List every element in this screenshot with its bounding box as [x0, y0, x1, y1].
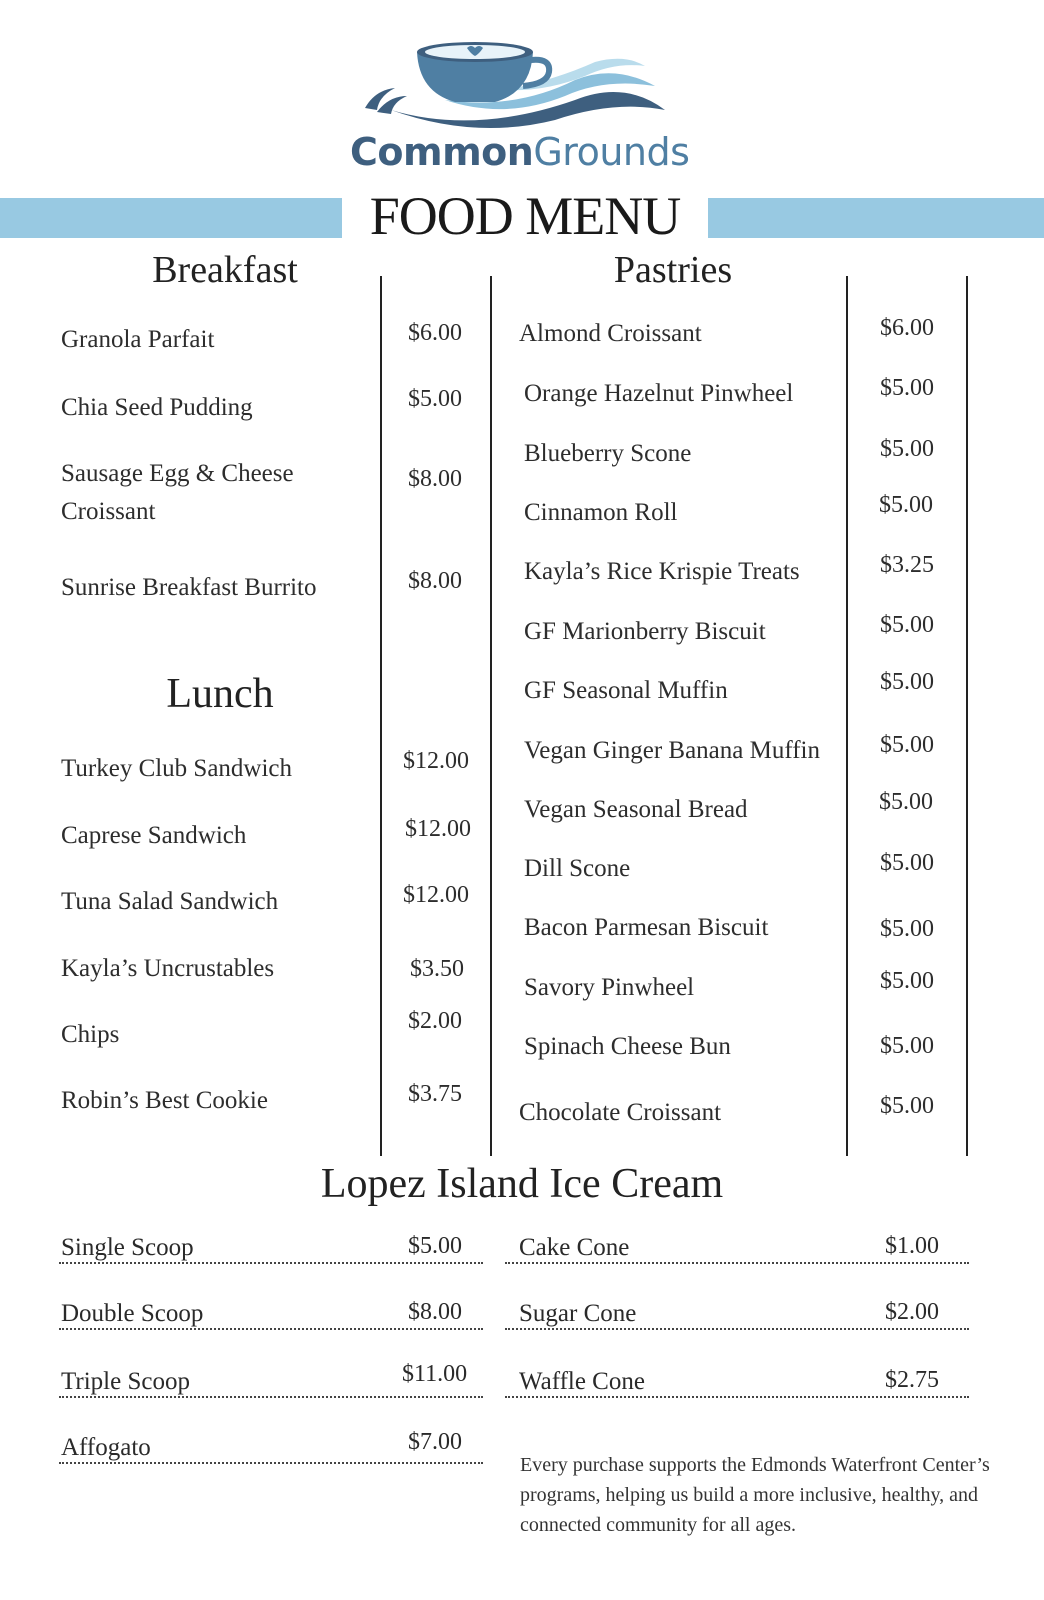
menu-item-price: $6.00 — [408, 320, 462, 346]
menu-item-name: Double Scoop — [61, 1300, 204, 1327]
menu-item-price: $12.00 — [405, 816, 471, 842]
menu-item-price: $5.00 — [880, 612, 934, 638]
ice-cream-row — [59, 1362, 483, 1398]
menu-item-name: Affogato — [61, 1434, 151, 1461]
column-divider — [490, 276, 492, 1156]
support-note: Every purchase supports the Edmonds Waterfront Center’s programs, helping us build a more inclusive, healthy, and connected community for all ages. — [520, 1454, 990, 1536]
menu-item-price: $5.00 — [880, 1093, 934, 1119]
menu-item-name: Bacon Parmesan Biscuit — [524, 914, 769, 941]
menu-item-price: $8.00 — [408, 1299, 462, 1325]
menu-item-name: Dill Scone — [524, 855, 631, 882]
menu-item-name: Robin’s Best Cookie — [61, 1087, 268, 1114]
menu-item-name: GF Seasonal Muffin — [524, 677, 728, 704]
ice-cream-row — [59, 1294, 483, 1330]
menu-item-name: Blueberry Scone — [524, 440, 692, 467]
menu-item-name: Granola Parfait — [61, 326, 215, 353]
menu-item-name: Tuna Salad Sandwich — [61, 888, 279, 915]
menu-item-price: $2.00 — [408, 1008, 462, 1034]
menu-item-name: Sunrise Breakfast Burrito — [61, 574, 317, 601]
ice-cream-row — [505, 1228, 969, 1264]
menu-item-price: $5.00 — [880, 1033, 934, 1059]
brand-part-2: Grounds — [533, 130, 690, 174]
menu-item-name: Triple Scoop — [61, 1368, 190, 1395]
menu-item-price: $1.00 — [885, 1233, 939, 1259]
lunch-heading: Lunch — [166, 671, 274, 717]
menu-item-name: Savory Pinwheel — [524, 974, 695, 1001]
ice-cream-row — [59, 1428, 483, 1464]
ice-cream-row — [505, 1362, 969, 1398]
ice-cream-heading: Lopez Island Ice Cream — [320, 1161, 724, 1207]
menu-item-price: $5.00 — [880, 375, 934, 401]
menu-item-name: GF Marionberry Biscuit — [524, 618, 766, 645]
menu-item-name: Spinach Cheese Bun — [524, 1033, 731, 1060]
menu-item-price: $12.00 — [403, 882, 469, 908]
breakfast-heading: Breakfast — [152, 249, 298, 291]
menu-item-name: Caprese Sandwich — [61, 822, 247, 849]
ice-cream-row — [59, 1228, 483, 1264]
menu-item-price: $8.00 — [408, 568, 462, 594]
title-band-right — [708, 198, 1044, 238]
menu-item-price: $2.75 — [885, 1367, 939, 1393]
menu-item-name: Chips — [61, 1021, 120, 1048]
menu-item-name: Cake Cone — [519, 1234, 630, 1261]
menu-item-name: Vegan Seasonal Bread — [524, 796, 748, 823]
brand-name — [350, 130, 690, 174]
menu-item-price: $5.00 — [408, 386, 462, 412]
menu-item-name-line2: Croissant — [61, 498, 156, 525]
menu-item-price: $8.00 — [408, 466, 462, 492]
menu-item-price: $7.00 — [408, 1429, 462, 1455]
ice-cream-row — [505, 1294, 969, 1330]
pastries-heading: Pastries — [613, 249, 733, 291]
menu-item-price: $5.00 — [880, 968, 934, 994]
menu-item-price: $5.00 — [879, 492, 933, 518]
menu-item-name: Kayla’s Rice Krispie Treats — [524, 558, 800, 585]
menu-item-name: Turkey Club Sandwich — [61, 755, 293, 782]
menu-item-price: $5.00 — [880, 669, 934, 695]
menu-item-price: $11.00 — [402, 1361, 468, 1387]
menu-item-name: Waffle Cone — [519, 1368, 645, 1395]
menu-item-price: $5.00 — [880, 850, 934, 876]
menu-item-name: Kayla’s Uncrustables — [61, 955, 275, 982]
menu-item-name: Vegan Ginger Banana Muffin — [524, 737, 820, 764]
menu-item-price: $6.00 — [880, 315, 934, 341]
menu-item-price: $5.00 — [880, 732, 934, 758]
menu-item-price: $5.00 — [408, 1233, 462, 1259]
menu-item-name: Single Scoop — [61, 1234, 194, 1261]
brand-part-1: Common — [350, 130, 534, 174]
menu-item-name: Sugar Cone — [519, 1300, 637, 1327]
menu-item-name: Sausage Egg & Cheese — [61, 460, 294, 487]
menu-item-price: $5.00 — [879, 789, 933, 815]
menu-item-price: $2.00 — [885, 1299, 939, 1325]
menu-item-price: $5.00 — [880, 436, 934, 462]
coffee-cup-wave-logo — [355, 40, 675, 130]
menu-item-price: $3.25 — [880, 552, 934, 578]
menu-item-price: $3.50 — [410, 956, 464, 982]
column-divider — [966, 276, 968, 1156]
menu-item-price: $12.00 — [403, 748, 469, 774]
page-title: FOOD MENU — [369, 186, 681, 246]
menu-item-name: Almond Croissant — [519, 320, 702, 347]
menu-item-price: $5.00 — [880, 916, 934, 942]
menu-item-name: Cinnamon Roll — [524, 499, 678, 526]
column-divider — [846, 276, 848, 1156]
menu-item-name: Chia Seed Pudding — [61, 394, 253, 421]
menu-item-price: $3.75 — [408, 1081, 462, 1107]
menu-item-name: Orange Hazelnut Pinwheel — [524, 380, 794, 407]
title-band-left — [0, 198, 342, 238]
column-divider — [380, 276, 382, 1156]
menu-item-name: Chocolate Croissant — [519, 1099, 722, 1126]
